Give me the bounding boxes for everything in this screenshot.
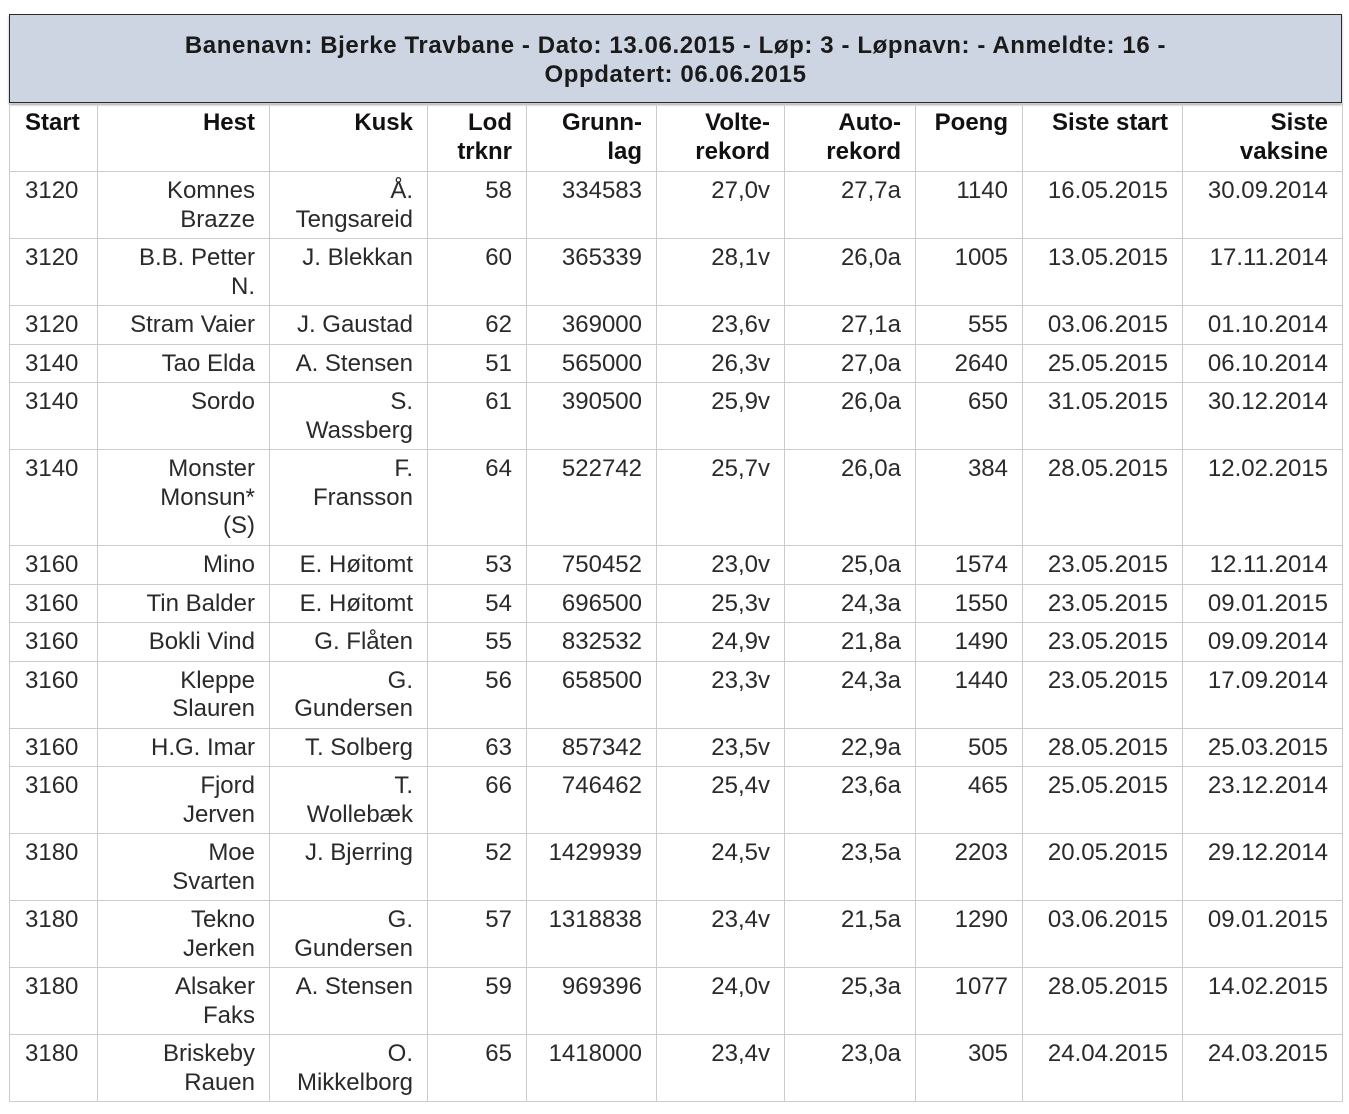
cell-start: 3180 [10, 968, 98, 1035]
cell-siste-start: 25.05.2015 [1023, 767, 1183, 834]
cell-poeng: 1077 [916, 968, 1023, 1035]
cell-volte-rekord: 25,7v [657, 450, 785, 546]
cell-volte-rekord: 25,3v [657, 584, 785, 623]
cell-kusk: E. Høitomt [270, 546, 428, 585]
table-row [10, 383, 1343, 450]
cell-kusk: O. Mikkelborg [270, 1035, 428, 1102]
cell-poeng: 1140 [916, 172, 1023, 239]
cell-kusk: T. Solberg [270, 728, 428, 767]
cell-start: 3120 [10, 239, 98, 306]
table-row [10, 968, 1343, 1035]
table-row [10, 239, 1343, 306]
cell-poeng: 505 [916, 728, 1023, 767]
cell-grunnlag: 365339 [527, 239, 657, 306]
entries-table [9, 103, 1343, 1102]
table-row [10, 546, 1343, 585]
cell-poeng: 650 [916, 383, 1023, 450]
cell-grunnlag: 696500 [527, 584, 657, 623]
cell-grunnlag: 390500 [527, 383, 657, 450]
cell-volte-rekord: 26,3v [657, 344, 785, 383]
cell-grunnlag: 334583 [527, 172, 657, 239]
cell-grunnlag: 750452 [527, 546, 657, 585]
cell-lod-trknr: 53 [428, 546, 527, 585]
cell-auto-rekord: 25,0a [785, 546, 916, 585]
cell-volte-rekord: 24,0v [657, 968, 785, 1035]
column-header-siste-start: Siste start [1023, 104, 1183, 172]
cell-auto-rekord: 24,3a [785, 661, 916, 728]
cell-poeng: 305 [916, 1035, 1023, 1102]
cell-kusk: J. Bjerring [270, 834, 428, 901]
cell-siste-start: 20.05.2015 [1023, 834, 1183, 901]
table-row [10, 901, 1343, 968]
race-entries-document [9, 14, 1342, 1102]
table-row [10, 661, 1343, 728]
cell-lod-trknr: 62 [428, 306, 527, 345]
table-row [10, 450, 1343, 546]
cell-auto-rekord: 25,3a [785, 968, 916, 1035]
column-header-start: Start [10, 104, 98, 172]
cell-grunnlag: 1418000 [527, 1035, 657, 1102]
cell-poeng: 1490 [916, 623, 1023, 662]
cell-start: 3180 [10, 901, 98, 968]
cell-grunnlag: 369000 [527, 306, 657, 345]
cell-grunnlag: 832532 [527, 623, 657, 662]
cell-lod-trknr: 63 [428, 728, 527, 767]
cell-siste-vaksine: 30.12.2014 [1183, 383, 1343, 450]
cell-siste-vaksine: 30.09.2014 [1183, 172, 1343, 239]
cell-poeng: 2203 [916, 834, 1023, 901]
cell-siste-vaksine: 14.02.2015 [1183, 968, 1343, 1035]
cell-hest: Tin Balder [98, 584, 270, 623]
table-row [10, 306, 1343, 345]
cell-hest: H.G. Imar [98, 728, 270, 767]
cell-start: 3160 [10, 623, 98, 662]
table-header-row [10, 104, 1343, 172]
cell-volte-rekord: 23,3v [657, 661, 785, 728]
cell-hest: Moe Svarten [98, 834, 270, 901]
column-header-poeng: Poeng [916, 104, 1023, 172]
cell-siste-start: 31.05.2015 [1023, 383, 1183, 450]
table-row [10, 623, 1343, 662]
cell-poeng: 1290 [916, 901, 1023, 968]
cell-siste-vaksine: 17.11.2014 [1183, 239, 1343, 306]
cell-volte-rekord: 25,4v [657, 767, 785, 834]
cell-poeng: 1005 [916, 239, 1023, 306]
cell-volte-rekord: 23,6v [657, 306, 785, 345]
cell-siste-vaksine: 17.09.2014 [1183, 661, 1343, 728]
cell-hest: Alsaker Faks [98, 968, 270, 1035]
cell-lod-trknr: 64 [428, 450, 527, 546]
table-row [10, 728, 1343, 767]
cell-siste-vaksine: 06.10.2014 [1183, 344, 1343, 383]
column-header-auto-rekord: Auto- rekord [785, 104, 916, 172]
cell-siste-start: 13.05.2015 [1023, 239, 1183, 306]
column-header-lod-trknr: Lod trknr [428, 104, 527, 172]
cell-siste-vaksine: 09.01.2015 [1183, 584, 1343, 623]
column-header-siste-vaksine: Siste vaksine [1183, 104, 1343, 172]
column-header-hest: Hest [98, 104, 270, 172]
cell-volte-rekord: 23,5v [657, 728, 785, 767]
cell-siste-start: 23.05.2015 [1023, 623, 1183, 662]
cell-siste-start: 25.05.2015 [1023, 344, 1183, 383]
table-body [10, 172, 1343, 1102]
table-row [10, 584, 1343, 623]
cell-poeng: 1550 [916, 584, 1023, 623]
cell-volte-rekord: 25,9v [657, 383, 785, 450]
cell-poeng: 384 [916, 450, 1023, 546]
cell-volte-rekord: 23,4v [657, 1035, 785, 1102]
cell-siste-start: 16.05.2015 [1023, 172, 1183, 239]
cell-siste-start: 03.06.2015 [1023, 306, 1183, 345]
cell-start: 3160 [10, 584, 98, 623]
cell-grunnlag: 1318838 [527, 901, 657, 968]
cell-lod-trknr: 57 [428, 901, 527, 968]
cell-start: 3120 [10, 306, 98, 345]
cell-siste-vaksine: 25.03.2015 [1183, 728, 1343, 767]
cell-kusk: G. Gundersen [270, 901, 428, 968]
cell-lod-trknr: 65 [428, 1035, 527, 1102]
cell-hest: Kleppe Slauren [98, 661, 270, 728]
cell-poeng: 465 [916, 767, 1023, 834]
cell-grunnlag: 1429939 [527, 834, 657, 901]
cell-lod-trknr: 61 [428, 383, 527, 450]
column-header-grunnlag: Grunn- lag [527, 104, 657, 172]
cell-auto-rekord: 27,0a [785, 344, 916, 383]
cell-hest: Tekno Jerken [98, 901, 270, 968]
table-row [10, 767, 1343, 834]
cell-hest: Komnes Brazze [98, 172, 270, 239]
cell-start: 3120 [10, 172, 98, 239]
table-row [10, 172, 1343, 239]
cell-siste-start: 03.06.2015 [1023, 901, 1183, 968]
cell-auto-rekord: 22,9a [785, 728, 916, 767]
cell-auto-rekord: 23,6a [785, 767, 916, 834]
cell-siste-vaksine: 29.12.2014 [1183, 834, 1343, 901]
cell-grunnlag: 565000 [527, 344, 657, 383]
cell-kusk: G. Gundersen [270, 661, 428, 728]
cell-hest: B.B. Petter N. [98, 239, 270, 306]
cell-siste-start: 23.05.2015 [1023, 584, 1183, 623]
cell-siste-start: 28.05.2015 [1023, 728, 1183, 767]
cell-start: 3160 [10, 728, 98, 767]
race-header-banner [9, 14, 1342, 103]
cell-siste-vaksine: 09.09.2014 [1183, 623, 1343, 662]
cell-volte-rekord: 23,4v [657, 901, 785, 968]
cell-volte-rekord: 24,5v [657, 834, 785, 901]
cell-grunnlag: 522742 [527, 450, 657, 546]
cell-kusk: J. Blekkan [270, 239, 428, 306]
cell-poeng: 1574 [916, 546, 1023, 585]
cell-auto-rekord: 23,5a [785, 834, 916, 901]
cell-volte-rekord: 23,0v [657, 546, 785, 585]
cell-siste-vaksine: 12.02.2015 [1183, 450, 1343, 546]
cell-kusk: A. Stensen [270, 968, 428, 1035]
cell-start: 3140 [10, 450, 98, 546]
cell-kusk: G. Flåten [270, 623, 428, 662]
cell-auto-rekord: 26,0a [785, 383, 916, 450]
cell-poeng: 2640 [916, 344, 1023, 383]
cell-lod-trknr: 52 [428, 834, 527, 901]
cell-grunnlag: 969396 [527, 968, 657, 1035]
race-header-line1: Banenavn: Bjerke Travbane - Dato: 13.06.2015 - Løp: 3 - Løpnavn: - Anmeldte: 16 - [184, 32, 1167, 59]
cell-poeng: 555 [916, 306, 1023, 345]
cell-lod-trknr: 54 [428, 584, 527, 623]
cell-hest: Mino [98, 546, 270, 585]
cell-siste-start: 28.05.2015 [1023, 450, 1183, 546]
cell-auto-rekord: 26,0a [785, 239, 916, 306]
cell-siste-vaksine: 24.03.2015 [1183, 1035, 1343, 1102]
cell-auto-rekord: 27,1a [785, 306, 916, 345]
cell-volte-rekord: 28,1v [657, 239, 785, 306]
cell-hest: Tao Elda [98, 344, 270, 383]
race-header-line2: Oppdatert: 06.06.2015 [544, 61, 807, 88]
cell-auto-rekord: 23,0a [785, 1035, 916, 1102]
cell-hest: Briskeby Rauen [98, 1035, 270, 1102]
cell-start: 3160 [10, 661, 98, 728]
cell-kusk: F. Fransson [270, 450, 428, 546]
cell-start: 3160 [10, 546, 98, 585]
cell-lod-trknr: 56 [428, 661, 527, 728]
column-header-kusk: Kusk [270, 104, 428, 172]
cell-kusk: J. Gaustad [270, 306, 428, 345]
cell-hest: Fjord Jerven [98, 767, 270, 834]
cell-siste-start: 28.05.2015 [1023, 968, 1183, 1035]
table-row [10, 344, 1343, 383]
cell-kusk: Å. Tengsareid [270, 172, 428, 239]
cell-auto-rekord: 24,3a [785, 584, 916, 623]
cell-lod-trknr: 60 [428, 239, 527, 306]
cell-hest: Monster Monsun* (S) [98, 450, 270, 546]
cell-kusk: E. Høitomt [270, 584, 428, 623]
cell-auto-rekord: 26,0a [785, 450, 916, 546]
cell-siste-vaksine: 09.01.2015 [1183, 901, 1343, 968]
cell-poeng: 1440 [916, 661, 1023, 728]
cell-grunnlag: 658500 [527, 661, 657, 728]
cell-lod-trknr: 58 [428, 172, 527, 239]
cell-kusk: S. Wassberg [270, 383, 428, 450]
cell-siste-start: 24.04.2015 [1023, 1035, 1183, 1102]
cell-volte-rekord: 24,9v [657, 623, 785, 662]
cell-siste-start: 23.05.2015 [1023, 546, 1183, 585]
cell-start: 3180 [10, 1035, 98, 1102]
cell-lod-trknr: 59 [428, 968, 527, 1035]
cell-kusk: A. Stensen [270, 344, 428, 383]
cell-grunnlag: 857342 [527, 728, 657, 767]
cell-grunnlag: 746462 [527, 767, 657, 834]
cell-hest: Sordo [98, 383, 270, 450]
cell-siste-vaksine: 23.12.2014 [1183, 767, 1343, 834]
cell-lod-trknr: 55 [428, 623, 527, 662]
cell-hest: Stram Vaier [98, 306, 270, 345]
cell-hest: Bokli Vind [98, 623, 270, 662]
table-row [10, 834, 1343, 901]
cell-kusk: T. Wollebæk [270, 767, 428, 834]
cell-lod-trknr: 66 [428, 767, 527, 834]
cell-auto-rekord: 21,8a [785, 623, 916, 662]
cell-start: 3140 [10, 344, 98, 383]
cell-siste-start: 23.05.2015 [1023, 661, 1183, 728]
cell-auto-rekord: 21,5a [785, 901, 916, 968]
cell-siste-vaksine: 01.10.2014 [1183, 306, 1343, 345]
cell-start: 3140 [10, 383, 98, 450]
cell-lod-trknr: 51 [428, 344, 527, 383]
table-row [10, 1035, 1343, 1102]
cell-auto-rekord: 27,7a [785, 172, 916, 239]
cell-volte-rekord: 27,0v [657, 172, 785, 239]
column-header-volte-rekord: Volte- rekord [657, 104, 785, 172]
cell-siste-vaksine: 12.11.2014 [1183, 546, 1343, 585]
cell-start: 3160 [10, 767, 98, 834]
cell-start: 3180 [10, 834, 98, 901]
